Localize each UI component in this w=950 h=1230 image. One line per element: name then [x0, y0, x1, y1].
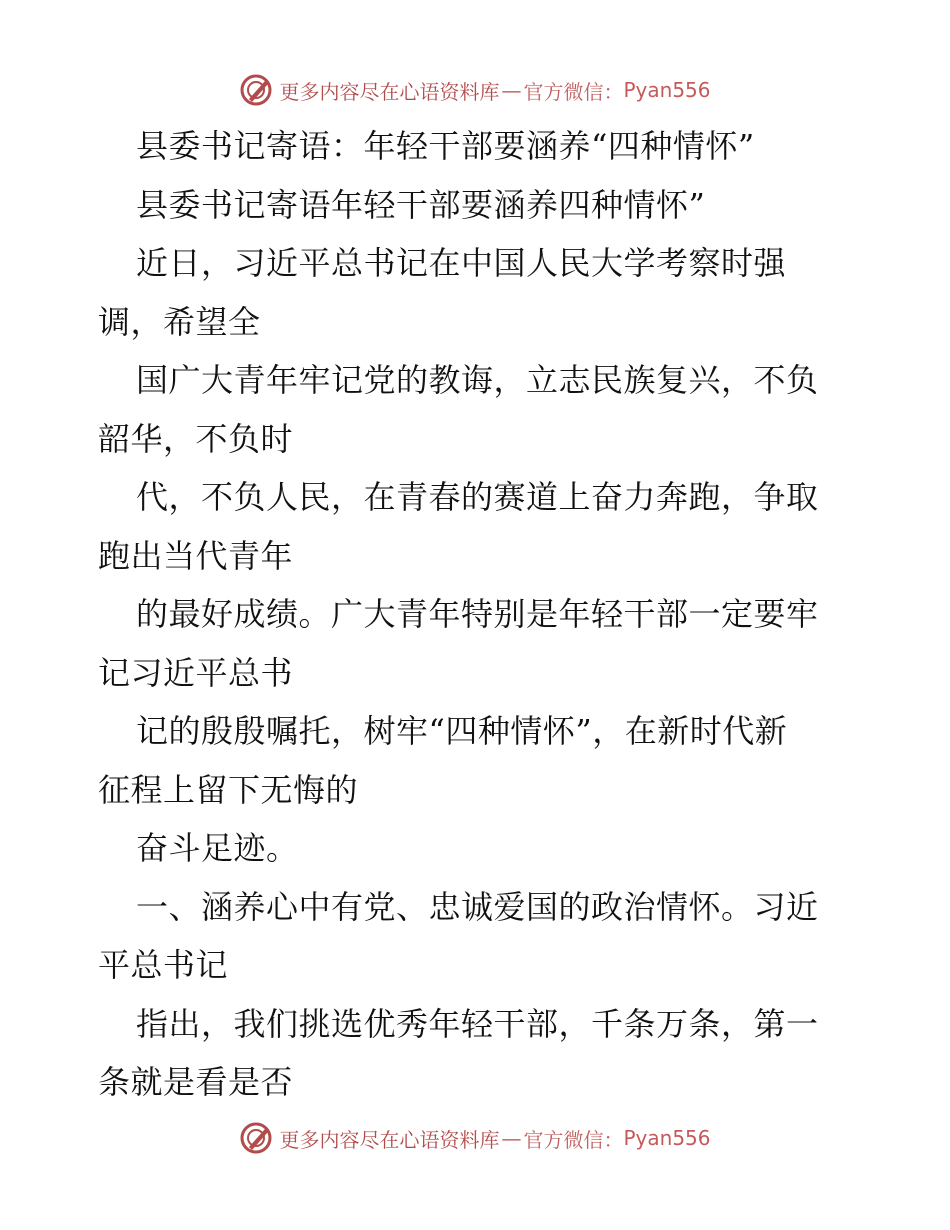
- paragraph-line: 奋斗足迹。: [136, 829, 299, 867]
- paragraph-line: 征程上留下无悔的: [98, 770, 359, 809]
- section-heading-line: 一、涵养心中有党、忠诚爱国的政治情怀。习近: [136, 887, 819, 926]
- paragraph-line: 近日，习近平总书记在中国人民大学考察时强: [136, 244, 787, 282]
- paragraph-line: 平总书记: [98, 946, 229, 984]
- paragraph-line: 的最好成绩。广大青年特别是年轻干部一定要牢: [136, 595, 819, 633]
- footer-site-name: 更多内容尽在心语资料库: [279, 1127, 500, 1152]
- header-wechat-label: 官方微信：: [523, 79, 624, 104]
- paragraph-line: 代，不负人民，在青春的赛道上奋力奔跑，争取: [136, 478, 819, 516]
- header-wechat-id: Pyan556: [623, 78, 711, 102]
- pen-logo-icon: [239, 1121, 273, 1155]
- header-separator: —: [501, 78, 522, 102]
- doc-title: 县委书记寄语：年轻干部要涵养“四种情怀”: [136, 127, 755, 165]
- footer-banner: [0, 1118, 950, 1158]
- pen-logo-icon: [239, 73, 273, 107]
- paragraph-line: 记习近平总书: [98, 653, 294, 692]
- paragraph-line: 指出，我们挑选优秀年轻干部，千条万条，第一: [136, 1004, 819, 1043]
- document-body: [98, 117, 858, 1112]
- footer-separator: —: [501, 1126, 522, 1150]
- doc-subtitle: 县委书记寄语年轻干部要涵养四种情怀”: [136, 185, 706, 224]
- paragraph-line: 调，希望全: [98, 302, 261, 341]
- header-site-name: 更多内容尽在心语资料库: [279, 79, 500, 104]
- footer-wechat-id: Pyan556: [623, 1126, 711, 1150]
- paragraph-line: 记的殷殷嘱托，树牢“四种情怀”，在新时代新: [136, 712, 788, 750]
- paragraph-line: 跑出当代青年: [98, 536, 294, 575]
- paragraph-line: 国广大青年牢记党的教诲，立志民族复兴，不负: [136, 361, 819, 399]
- paragraph-line: 条就是看是否: [98, 1063, 294, 1101]
- footer-wechat-label: 官方微信：: [523, 1127, 624, 1152]
- paragraph-line: 韶华，不负时: [98, 419, 294, 458]
- header-banner: [0, 70, 950, 110]
